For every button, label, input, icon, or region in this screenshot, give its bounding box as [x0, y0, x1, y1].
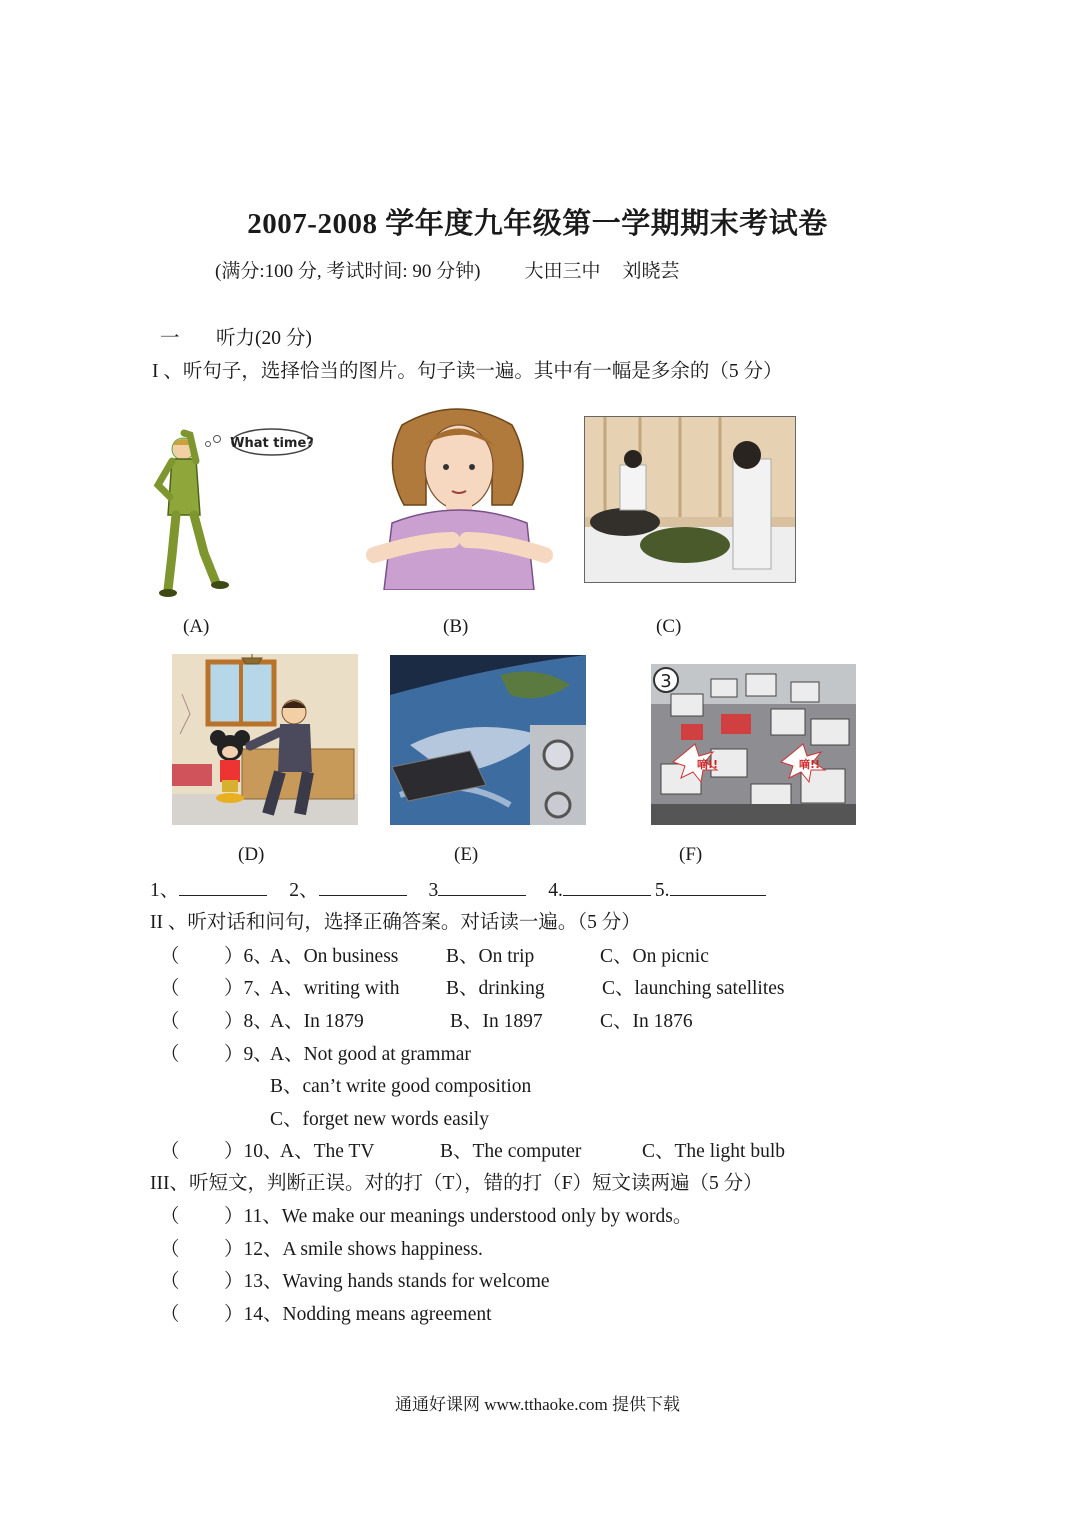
answer-blanks-row [150, 874, 766, 902]
q6-option-c: C、On picnic [600, 946, 709, 967]
q7-option-b: B、drinking [446, 978, 545, 999]
q6-option-a: A、On business [270, 946, 399, 967]
q12-statement: A smile shows happiness. [282, 1239, 483, 1260]
part3-instruction: III、听短文，判断正误。对的打（T），错的打（F）短文读两遍（5 分） [150, 1173, 763, 1194]
exam-title: 2007-2008 学年度九年级第一学期期末考试卷 [247, 208, 828, 240]
q7-option-a: A、writing with [270, 978, 400, 999]
picture-b-woman [362, 405, 557, 590]
q6-option-b: B、On trip [446, 946, 535, 967]
part2-instruction: II 、听对话和问句，选择正确答案。对话读一遍。（5 分） [150, 912, 641, 933]
exam-info: (满分:100 分, 考试时间: 90 分钟) [215, 261, 481, 282]
part1-instruction: I 、听句子，选择恰当的图片。句子读一遍。其中有一幅是多余的（5 分） [152, 361, 783, 382]
question-9: （ ）9、 A、Not good at grammar [160, 1038, 1060, 1064]
question-14: （ ）14、Nodding means agreement [160, 1304, 492, 1325]
answer-number-1: 1、 [150, 880, 180, 901]
q9-option-b: B、can’t write good composition [270, 1076, 532, 1097]
picture-f-traffic-jam [651, 664, 856, 825]
answer-blank-1[interactable] [179, 877, 267, 896]
answer-number-3: 3 [428, 880, 439, 901]
q10-option-c: C、The light bulb [642, 1141, 785, 1162]
q10-option-a: A、The TV [280, 1141, 375, 1162]
label-d: (D) [238, 844, 265, 865]
q9-option-a: A、Not good at grammar [270, 1044, 471, 1065]
traffic-sound-2: 嘀!! [799, 758, 821, 771]
picture-e-satellite-earth [390, 655, 586, 825]
question-13: （ ）13、Waving hands stands for welcome [160, 1271, 550, 1292]
label-b: (B) [443, 616, 469, 637]
question-8: （ ）8、 A、In 1879 B、In 1897 C、In 1876 [160, 1005, 1060, 1031]
q14-statement: Nodding means agreement [282, 1304, 492, 1325]
traffic-sound-1: 嘀!! [697, 758, 719, 771]
question-6: （ ）6、 A、On business B、On trip C、On picnic [160, 940, 1060, 966]
answer-number-4: 4. [548, 880, 563, 901]
exam-subtitle [215, 256, 680, 283]
question-12: （ ）12、A smile shows happiness. [160, 1239, 483, 1260]
answer-blank-5[interactable] [670, 877, 766, 896]
q13-statement: Waving hands stands for welcome [282, 1271, 550, 1292]
q9-option-c: C、forget new words easily [270, 1109, 489, 1130]
section-title: 听力(20 分) [216, 328, 312, 349]
label-a: (A) [183, 616, 210, 637]
school-name: 大田三中 [524, 261, 601, 282]
q8-option-a: A、In 1879 [270, 1011, 364, 1032]
question-7: （ ）7、 A、writing with B、drinking C、launching satellites [160, 972, 1060, 998]
q11-statement: We make our meanings understood only by words。 [281, 1206, 693, 1227]
picture-c-massage-photo [584, 416, 796, 583]
question-10: （ ）10、 A、The TV B、The computer C、The light bulb [160, 1135, 1060, 1161]
label-f: (F) [679, 844, 703, 865]
page-footer: 通通好课网 www.tthaoke.com 提供下载 [394, 1395, 681, 1414]
q8-option-c: C、In 1876 [600, 1011, 693, 1032]
traffic-number: 3 [660, 671, 672, 692]
label-e: (E) [454, 844, 479, 865]
answer-number-2: 2、 [289, 880, 319, 901]
section-number: 一 [160, 328, 180, 349]
picture-d-mouse-and-man [172, 654, 358, 825]
answer-blank-2[interactable] [319, 877, 407, 896]
picture-a-confused-man [150, 425, 320, 600]
q10-option-b: B、The computer [440, 1141, 582, 1162]
answer-blank-3[interactable] [438, 877, 526, 896]
q8-option-b: B、In 1897 [450, 1011, 543, 1032]
q7-option-c: C、launching satellites [602, 978, 785, 999]
question-11: （ ）11、We make our meanings understood only by words。 [160, 1206, 693, 1227]
answer-number-5: 5. [654, 880, 670, 901]
thought-bubble-text: What time? [230, 436, 314, 451]
author-name: 刘晓芸 [622, 261, 680, 282]
answer-blank-4[interactable] [563, 877, 651, 896]
label-c: (C) [656, 616, 682, 637]
